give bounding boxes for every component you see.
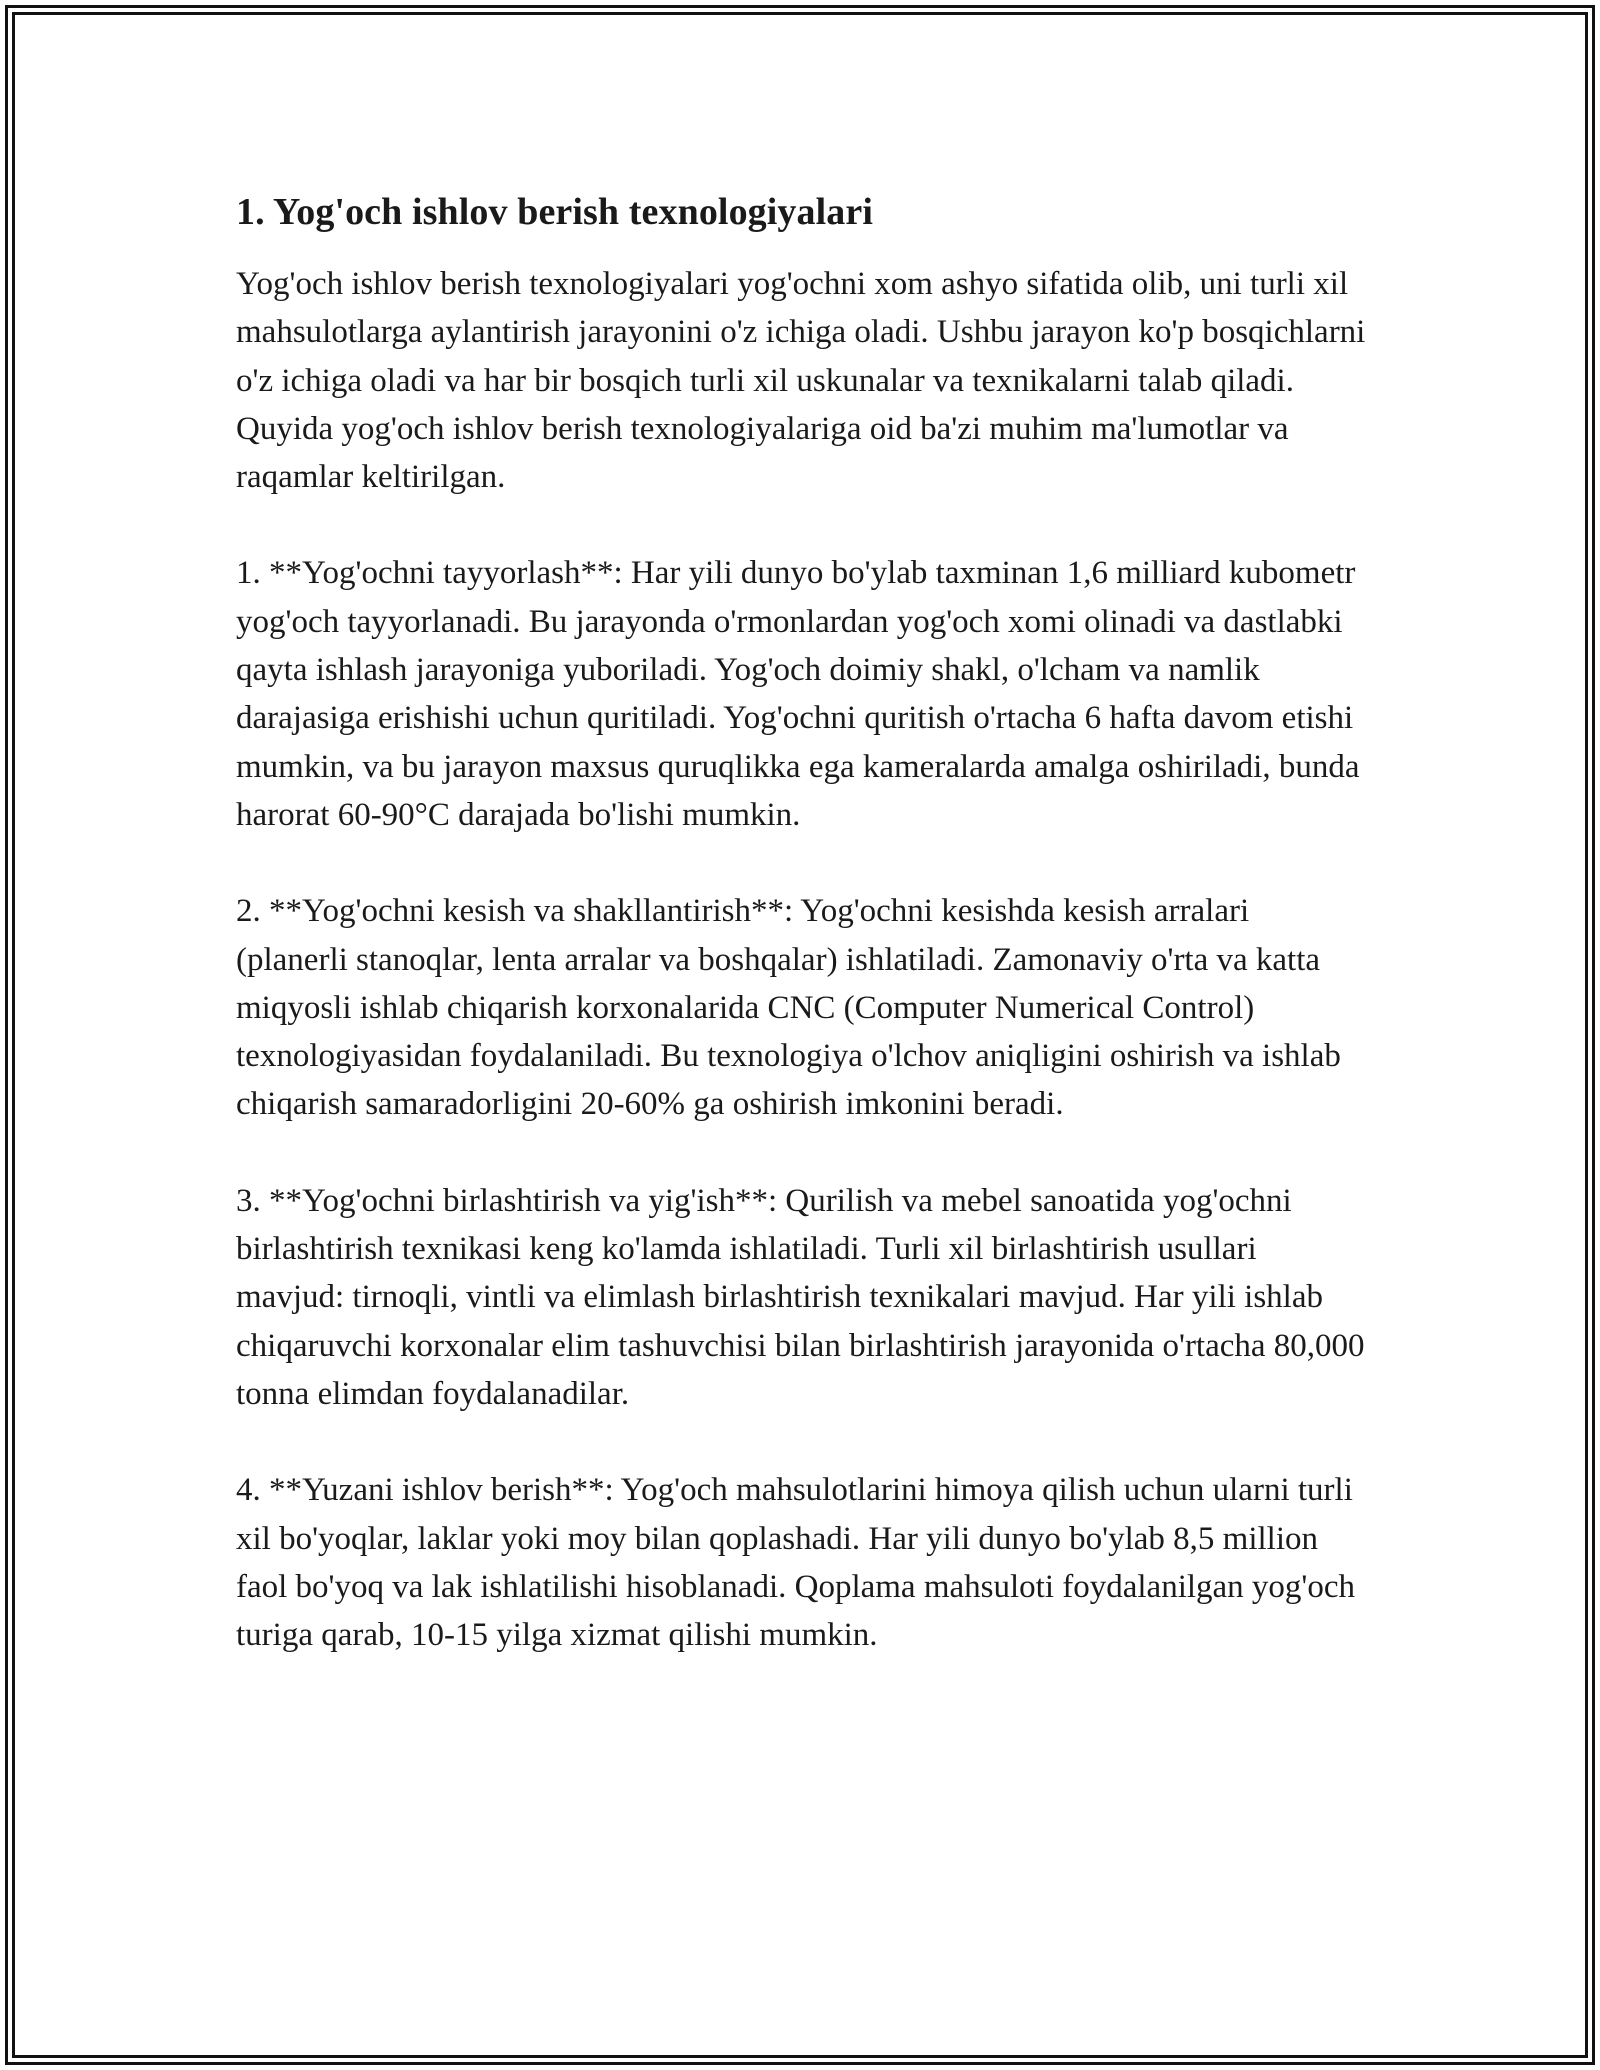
paragraph-joining-assembly: 3. **Yog'ochni birlashtirish va yig'ish**: Qurilish va mebel sanoatida yog'ochni birlashtirish texnikasi keng ko'lamda ishlatiladi. Turli xil birlashtirish usullari mavjud: tirnoqli, vintli va elimlash birlashtirish texnikalari mavjud. Har yili ishlab chiqaruvchi korxonalar elim tashuvchisi bilan birlashtirish jarayonida o'rtacha 80,000 tonna elimdan foydalanadilar.: [236, 1182, 1365, 1412]
intro-paragraph: Yog'och ishlov berish texnologiyalari yog'ochni xom ashyo sifatida olib, uni turli xil mahsulotlarga aylantirish jarayonini o'z ichiga oladi. Ushbu jarayon ko'p bosqichlarni o'z ichiga oladi va har bir bosqich turli xil uskunalar va texnikalarni talab qiladi. Quyida yog'och ishlov berish texnologiyalariga oid ba'zi muhim ma'lumotlar va raqamlar keltirilgan.: [236, 266, 1366, 496]
document-body: [236, 186, 1366, 1707]
section-heading: 1. Yog'och ishlov berish texnologiyalari: [236, 191, 874, 233]
paragraph-surface-finishing: 4. **Yuzani ishlov berish**: Yog'och mahsulotlarini himoya qilish uchun ularni turli xil bo'yoqlar, laklar yoki moy bilan qoplashadi. Har yili dunyo bo'ylab 8,5 million faol bo'yoq va lak ishlatilishi hisoblanadi. Qoplama mahsuloti foydalanilgan yog'och turiga qarab, 10-15 yilga xizmat qilishi mumkin.: [236, 1472, 1356, 1654]
paragraph-wood-preparation: 1. **Yog'ochni tayyorlash**: Har yili dunyo bo'ylab taxminan 1,6 milliard kubometr yog'och tayyorlanadi. Bu jarayonda o'rmonlardan yog'och xomi olinadi va dastlabki qayta ishlash jarayoniga yuboriladi. Yog'och doimiy shakl, o'lcham va namlik darajasiga erishishi uchun quritiladi. Yog'ochni quritish o'rtacha 6 hafta davom etishi mumkin, va bu jarayon maxsus quruqlikka ega kameralarda amalga oshiriladi, bunda harorat 60-90°C darajada bo'lishi mumkin.: [236, 555, 1360, 833]
paragraph-cutting-shaping: 2. **Yog'ochni kesish va shakllantirish**: Yog'ochni kesishda kesish arralari (planerli stanoqlar, lenta arralar va boshqalar) ishlatiladi. Zamonaviy o'rta va katta miqyosli ishlab chiqarish korxonalarida CNC (Computer Numerical Control) texnologiyasidan foydalaniladi. Bu texnologiya o'lchov aniqligini oshirish va ishlab chiqarish samaradorligini 20-60% ga oshirish imkonini beradi.: [236, 893, 1341, 1123]
